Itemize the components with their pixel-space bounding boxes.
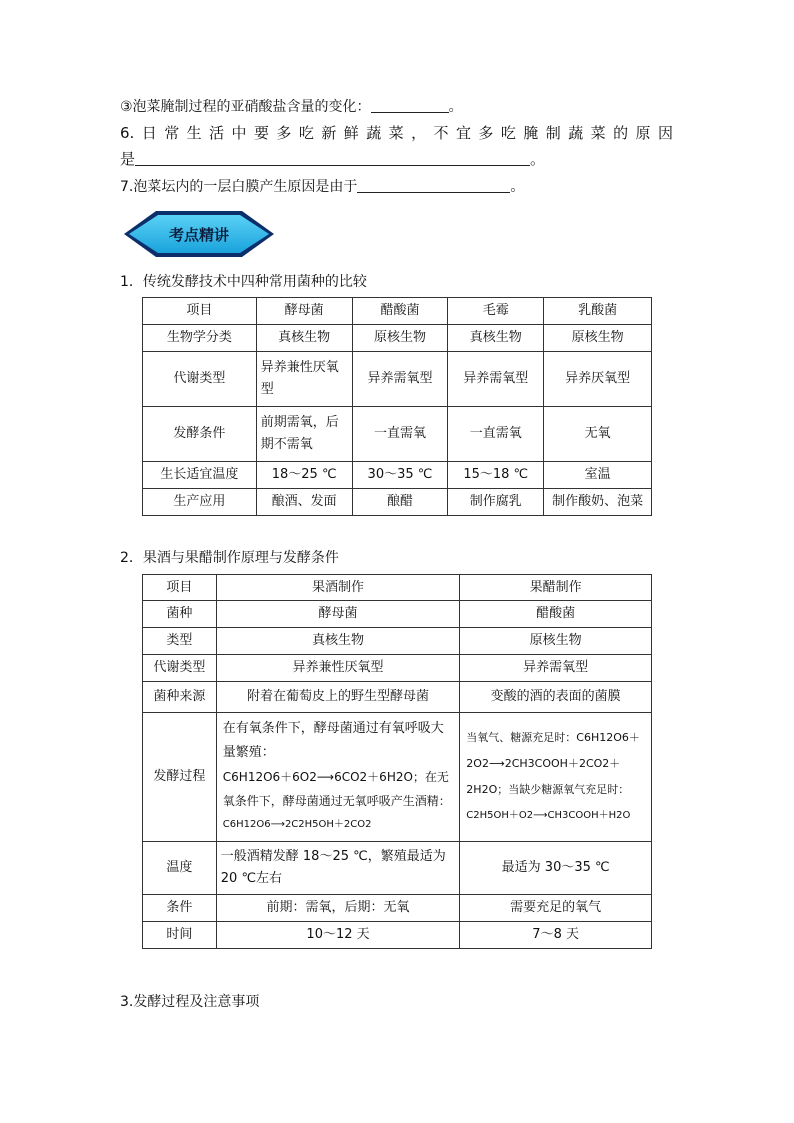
table-row	[143, 489, 652, 516]
table-row-process	[143, 713, 652, 842]
table-row	[143, 462, 652, 489]
wine-vinegar-table	[142, 574, 652, 949]
table-cell: 发酵过程	[143, 713, 217, 842]
question-7-text: 7.泡菜坛内的一层白膜产生原因是由于	[120, 179, 358, 195]
table-cell: 酵母菌	[216, 601, 460, 628]
table-cell: 醋酸菌	[460, 601, 652, 628]
table-cell: 15～18 ℃	[448, 462, 544, 489]
header-cell: 果酒制作	[216, 575, 460, 601]
question-3-end: 。	[448, 99, 463, 115]
badge-label: 考点精讲	[168, 225, 229, 244]
table-cell: 一般酒精发酵 18～25 ℃，繁殖最适为 20 ℃左右	[216, 842, 460, 895]
table-cell: 酿醋	[352, 489, 448, 516]
table-cell: 真核生物	[216, 628, 460, 655]
question-7-end: 。	[510, 179, 525, 195]
question-3-text: ③泡菜腌制过程的亚硝酸盐含量的变化：	[120, 99, 371, 115]
table-cell: 条件	[143, 895, 217, 922]
table-cell: 最适为 30～35 ℃	[460, 842, 652, 895]
question-6-start: 是	[120, 150, 136, 168]
table-cell: 异养需氧型	[448, 352, 544, 407]
section-3-title: 3.发酵过程及注意事项	[120, 994, 260, 1010]
table-cell: 异养需氧型	[352, 352, 448, 407]
answer-blank-7[interactable]	[357, 178, 510, 193]
table-cell: 异养厌氧型	[544, 352, 652, 407]
table-cell: 前期：需氧，后期：无氧	[216, 895, 460, 922]
table-cell: 原核生物	[352, 325, 448, 352]
table-cell: 酿酒、发面	[256, 489, 352, 516]
table-cell: 菌种来源	[143, 682, 217, 713]
table-cell: 7～8 天	[460, 922, 652, 949]
vinegar-process-formula: C2H5OH＋O2⟶CH3COOH＋H2O	[466, 810, 631, 821]
table-cell: 一直需氧	[448, 407, 544, 462]
table-row	[143, 325, 652, 352]
table-cell: 制作腐乳	[448, 489, 544, 516]
table-cell: 一直需氧	[352, 407, 448, 462]
table-cell: 代谢类型	[143, 655, 217, 682]
section-badge	[120, 208, 278, 260]
table-cell: 代谢类型	[143, 352, 257, 407]
table-cell: 类型	[143, 628, 217, 655]
vinegar-process-text: 当氧气、糖源充足时：C6H12O6＋2O2⟶2CH3COOH＋2CO2＋2H2O；当缺少糖源氧气充足时：	[466, 731, 640, 796]
header-cell: 果醋制作	[460, 575, 652, 601]
table-cell: 无氧	[544, 407, 652, 462]
table-row	[143, 895, 652, 922]
table-header-row	[143, 575, 652, 601]
table-cell: 发酵条件	[143, 407, 257, 462]
question-6-text: 6.日常生活中要多吃新鲜蔬菜，不宜多吃腌制蔬菜的原因	[120, 124, 673, 142]
section-1-title: 1．传统发酵技术中四种常用菌种的比较	[120, 274, 367, 290]
table-cell: 生物学分类	[143, 325, 257, 352]
table-cell: 前期需氧，后期不需氧	[256, 407, 352, 462]
table-cell: 温度	[143, 842, 217, 895]
table-row	[143, 842, 652, 895]
section-2-title: 2．果酒与果醋制作原理与发酵条件	[120, 550, 339, 566]
answer-blank-3[interactable]	[371, 98, 449, 113]
table-cell: 菌种	[143, 601, 217, 628]
table-cell: 时间	[143, 922, 217, 949]
table-cell: 原核生物	[544, 325, 652, 352]
table-cell: 制作酸奶、泡菜	[544, 489, 652, 516]
table-cell: 生长适宜温度	[143, 462, 257, 489]
table-cell: 生产应用	[143, 489, 257, 516]
wine-process-text-2: C6H12O6＋6O2⟶6CO2＋6H2O；在无氧条件下，酵母菌通过无氧呼吸产生酒精：	[222, 770, 451, 808]
table-row	[143, 682, 652, 713]
wine-process-text-1: 在有氧条件下，酵母菌通过有氧呼吸大量繁殖：	[222, 721, 444, 760]
wine-process-formula: C6H12O6⟶2C2H5OH＋2CO2	[222, 819, 372, 830]
vinegar-process-cell	[460, 713, 652, 842]
table-row	[143, 352, 652, 407]
question-6-line-1	[120, 123, 673, 143]
microbe-comparison-table	[142, 297, 652, 516]
table-cell: 18～25 ℃	[256, 462, 352, 489]
table-cell: 室温	[544, 462, 652, 489]
table-cell: 10～12 天	[216, 922, 460, 949]
wine-process-cell	[216, 713, 460, 842]
header-cell: 醋酸菌	[352, 298, 448, 325]
table-header-row	[143, 298, 652, 325]
header-cell: 乳酸菌	[544, 298, 652, 325]
header-cell: 酵母菌	[256, 298, 352, 325]
question-3	[120, 97, 463, 117]
table-cell: 需要充足的氧气	[460, 895, 652, 922]
table-row	[143, 628, 652, 655]
answer-blank-6[interactable]	[135, 151, 530, 166]
table-cell: 附着在葡萄皮上的野生型酵母菌	[216, 682, 460, 713]
table-cell: 异养兼性厌氧型	[256, 352, 352, 407]
question-6-end: 。	[530, 150, 546, 168]
header-cell: 项目	[143, 575, 217, 601]
question-7	[120, 177, 524, 197]
table-cell: 变酸的酒的表面的菌膜	[460, 682, 652, 713]
table-cell: 30～35 ℃	[352, 462, 448, 489]
table-cell: 真核生物	[448, 325, 544, 352]
question-6-line-2	[120, 149, 545, 169]
table-row	[143, 655, 652, 682]
table-cell: 异养兼性厌氧型	[216, 655, 460, 682]
table-cell: 真核生物	[256, 325, 352, 352]
header-cell: 项目	[143, 298, 257, 325]
table-row	[143, 601, 652, 628]
table-cell: 异养需氧型	[460, 655, 652, 682]
header-cell: 毛霉	[448, 298, 544, 325]
table-row	[143, 922, 652, 949]
table-row	[143, 407, 652, 462]
table-cell: 原核生物	[460, 628, 652, 655]
